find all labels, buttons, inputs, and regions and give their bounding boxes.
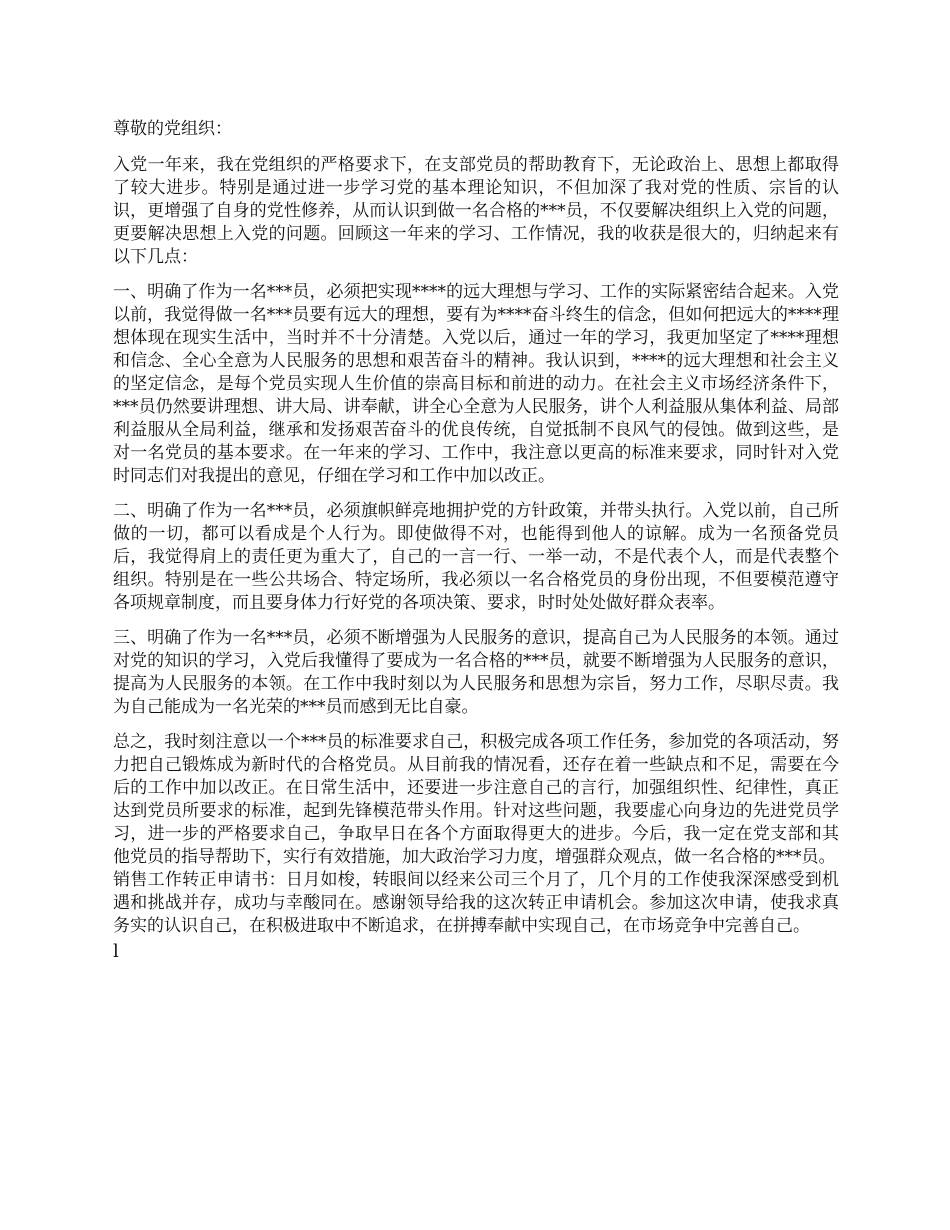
paragraph-point-two: 二、明确了作为一名***员，必须旗帜鲜亮地拥护党的方针政策，并带头执行。入党以前，自己所做的一切，都可以看成是个人行为。即使做得不对，也能得到他人的谅解。成为一名预备党员后，我觉得肩上的责任更为重大了，自己的一言一行、一举一动，不是代表个人，而是代表整个组织。特别是在一些公共场合、特定场所，我必须以一名合格党员的身份出现，不但要模范遵守各项规章制度，而且要身体力行好党的各项决策、要求，时时处处做好群众表率。	[113, 501, 839, 613]
paragraph-point-one: 一、明确了作为一名***员，必须把实现****的远大理想与学习、工作的实际紧密结合起来。入党以前，我觉得做一名***员要有远大的理想，要有为****奋斗终生的信念，但如何把远大的****理想体现在现实生活中，当时并不十分清楚。入党以后，通过一年的学习，我更加坚定了****理想和信念、全心全意为人民服务的思想和艰苦奋斗的精神。我认识到，****的远大理想和社会主义的坚定信念，是每个党员实现人生价值的崇高目标和前进的动力。在社会主义市场经济条件下，***员仍然要讲理想、讲大局、讲奉献，讲全心全意为人民服务，讲个人利益服从集体利益、局部利益服从全局利益，继承和发扬艰苦奋斗的优良传统，自觉抵制不良风气的侵蚀。做到这些，是对一名党员的基本要求。在一年来的学习、工作中，我注意以更高的标准来要求，同时针对入党时同志们对我提出的意见，仔细在学习和工作中加以改正。	[113, 282, 839, 486]
paragraph-sales-application: 销售工作转正申请书：日月如梭，转眼间以经来公司三个月了，几个月的工作使我深深感受到机遇和挑战并存，成功与幸酸同在。感谢领导给我的这次转正申请机会。参加这次申请，使我求真务实的认识自己，在积极进取中不断追求，在拼搏奉献中实现自己，在市场竞争中完善自己。	[113, 870, 839, 936]
trailing-mark: l	[113, 941, 119, 962]
document-page	[113, 118, 839, 963]
salutation: 尊敬的党组织：	[113, 119, 232, 139]
paragraph-summary: 总之，我时刻注意以一个***员的标准要求自己，积极完成各项工作任务，参加党的各项活动，努力把自己锻炼成为新时代的合格党员。从目前我的情况看，还存在着一些缺点和不足，需要在今后的工作中加以改正。在日常生活中，还要进一步注意自己的言行，加强组织性、纪律性，真正达到党员所要求的标准，起到先锋模范带头作用。针对这些问题，我要虚心向身边的先进党员学习，进一步的严格要求自己，争取早日在各个方面取得更大的进步。今后，我一定在党支部和其他党员的指导帮助下，实行有效措施，加大政治学习力度，增强群众观点，做一名合格的***员。	[113, 732, 839, 867]
paragraph-intro: 入党一年来，我在党组织的严格要求下，在支部党员的帮助教育下，无论政治上、思想上都取得了较大进步。特别是通过进一步学习党的基本理论知识，不但加深了我对党的性质、宗旨的认识，更增强了自身的党性修养，从而认识到做一名合格的***员，不仅要解决组织上入党的问题，更要解决思想上入党的问题。回顾这一年来的学习、工作情况，我的收获是很大的，归纳起来有以下几点：	[113, 155, 839, 267]
paragraph-point-three: 三、明确了作为一名***员，必须不断增强为人民服务的意识，提高自己为人民服务的本领。通过对党的知识的学习，入党后我懂得了要成为一名合格的***员，就要不断增强为人民服务的意识，提高为人民服务的本领。在工作中我时刻以为人民服务和思想为宗旨，努力工作，尽职尽责。我为自己能成为一名光荣的***员而感到无比自豪。	[113, 628, 839, 717]
